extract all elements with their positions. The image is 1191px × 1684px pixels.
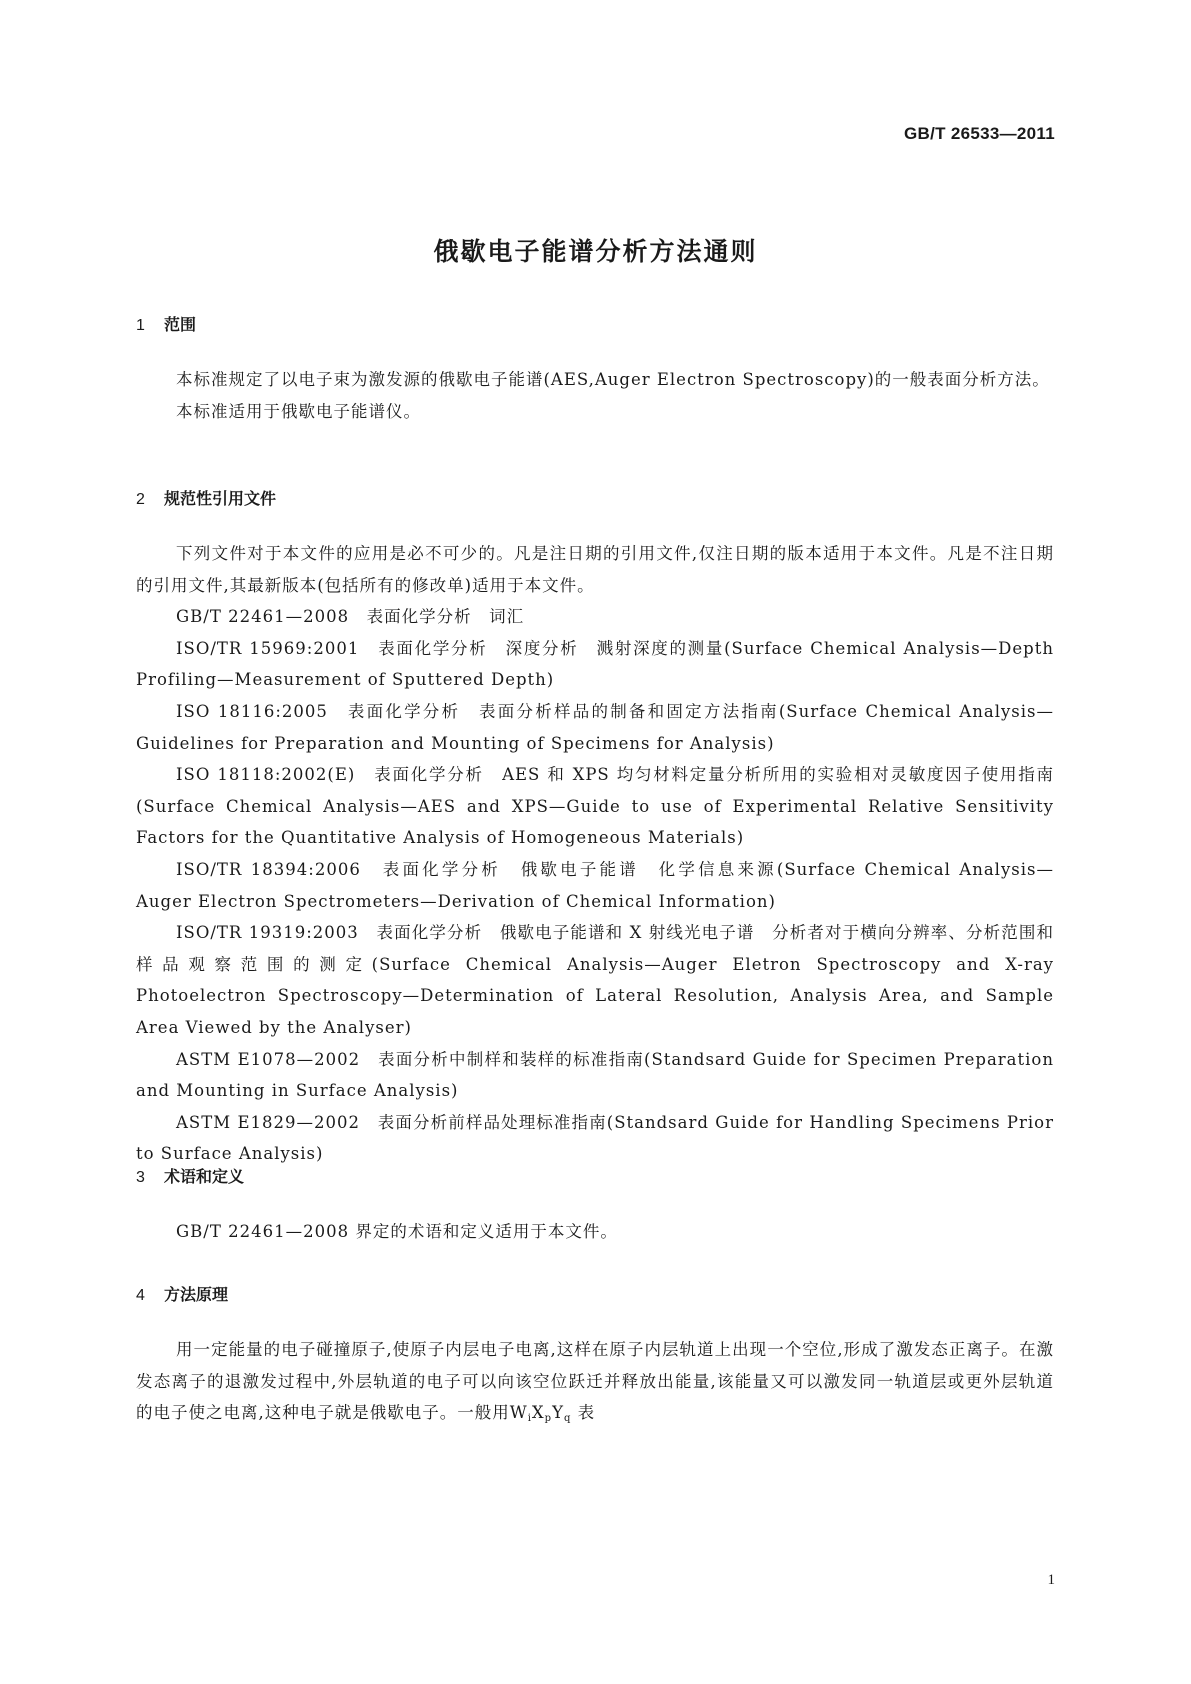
section-number: 3: [136, 1169, 145, 1186]
reference-item: GB/T 22461—2008 表面化学分析 词汇: [176, 607, 525, 627]
section-number: 4: [136, 1287, 145, 1304]
standard-code: GB/T 26533—2011: [904, 124, 1055, 143]
paragraph: 本标准适用于俄歇电子能谱仪。: [176, 401, 421, 421]
paragraph: GB/T 22461—2008 界定的术语和定义适用于本文件。: [176, 1222, 618, 1241]
paragraph: [136, 1334, 1054, 1435]
section-1-body: [136, 364, 1054, 427]
section-title: 规范性引用文件: [164, 489, 277, 508]
page-number: 1: [1047, 1572, 1055, 1588]
reference-item: ISO 18118:2002(E) 表面化学分析 AES 和 XPS 均匀材料定量分析所用的实验相对灵敏度因子使用指南(Surface Chemical Analysis—AES and XPS—Guide to use of Experimental Relative Sensitivity Factors for the Quantitative Analysis of Homogeneous Materials): [136, 765, 1054, 848]
section-number: 1: [136, 317, 145, 334]
reference-item: ISO/TR 18394:2006 表面化学分析 俄歇电子能谱 化学信息来源(Surface Chemical Analysis—Auger Electron Spectrometers—Derivation of Chemical Information): [136, 859, 1054, 911]
section-2-body: [136, 538, 1054, 1170]
reference-item: ASTM E1078—2002 表面分析中制样和装样的标准指南(Standsard Guide for Specimen Preparation and Mounting in Surface Analysis): [136, 1049, 1054, 1101]
section-3-body: [136, 1216, 1054, 1248]
section-2-heading: [136, 486, 276, 509]
section-4-heading: [136, 1282, 228, 1305]
auger-notation: $W_iX_pY_q$ 表: [509, 1403, 596, 1425]
section-title: 术语和定义: [164, 1167, 245, 1186]
section-title: 方法原理: [164, 1285, 229, 1304]
section-4-body: [136, 1334, 1054, 1435]
section-3-heading: [136, 1164, 244, 1187]
reference-item: ASTM E1829—2002 表面分析前样品处理标准指南(Standsard Guide for Handling Specimens Prior to Surface Analysis): [136, 1112, 1054, 1164]
document-title: 俄歇电子能谱分析方法通则: [433, 237, 758, 266]
reference-item: ISO/TR 19319:2003 表面化学分析 俄歇电子能谱和 X 射线光电子谱 分析者对于横向分辨率、分析范围和样品观察范围的测定(Surface Chemical Analysis—Auger Eletron Spectroscopy and X-ray Photoelectron Spectroscopy—Determination of Lateral Resolution, Analysis Area, and Sample Area Viewed by the Analyser): [136, 923, 1054, 1037]
reference-item: ISO/TR 15969:2001 表面化学分析 深度分析 溅射深度的测量(Surface Chemical Analysis—Depth Profiling—Measurement of Sputtered Depth): [136, 638, 1054, 690]
paragraph: 本标准规定了以电子束为激发源的俄歇电子能谱(AES,Auger Electron Spectroscopy)的一般表面分析方法。: [176, 370, 1050, 389]
paragraph-text: 用一定能量的电子碰撞原子,使原子内层电子电离,这样在原子内层轨道上出现一个空位,形成了激发态正离子。在激发态离子的退激发过程中,外层轨道的电子可以向该空位跃迁并释放出能量,该能量又可以激发同一轨道层或更外层轨道的电子使之电离,这种电子就是俄歇电子。一般用: [136, 1340, 1054, 1423]
section-title: 范围: [164, 315, 197, 334]
section-number: 2: [136, 491, 145, 508]
section-1-heading: [136, 312, 196, 335]
paragraph: 下列文件对于本文件的应用是必不可少的。凡是注日期的引用文件,仅注日期的版本适用于本文件。凡是不注日期的引用文件,其最新版本(包括所有的修改单)适用于本文件。: [136, 544, 1054, 595]
reference-item: ISO 18116:2005 表面化学分析 表面分析样品的制备和固定方法指南(Surface Chemical Analysis—Guidelines for Preparation and Mounting of Specimens for Analysis): [136, 701, 1054, 753]
